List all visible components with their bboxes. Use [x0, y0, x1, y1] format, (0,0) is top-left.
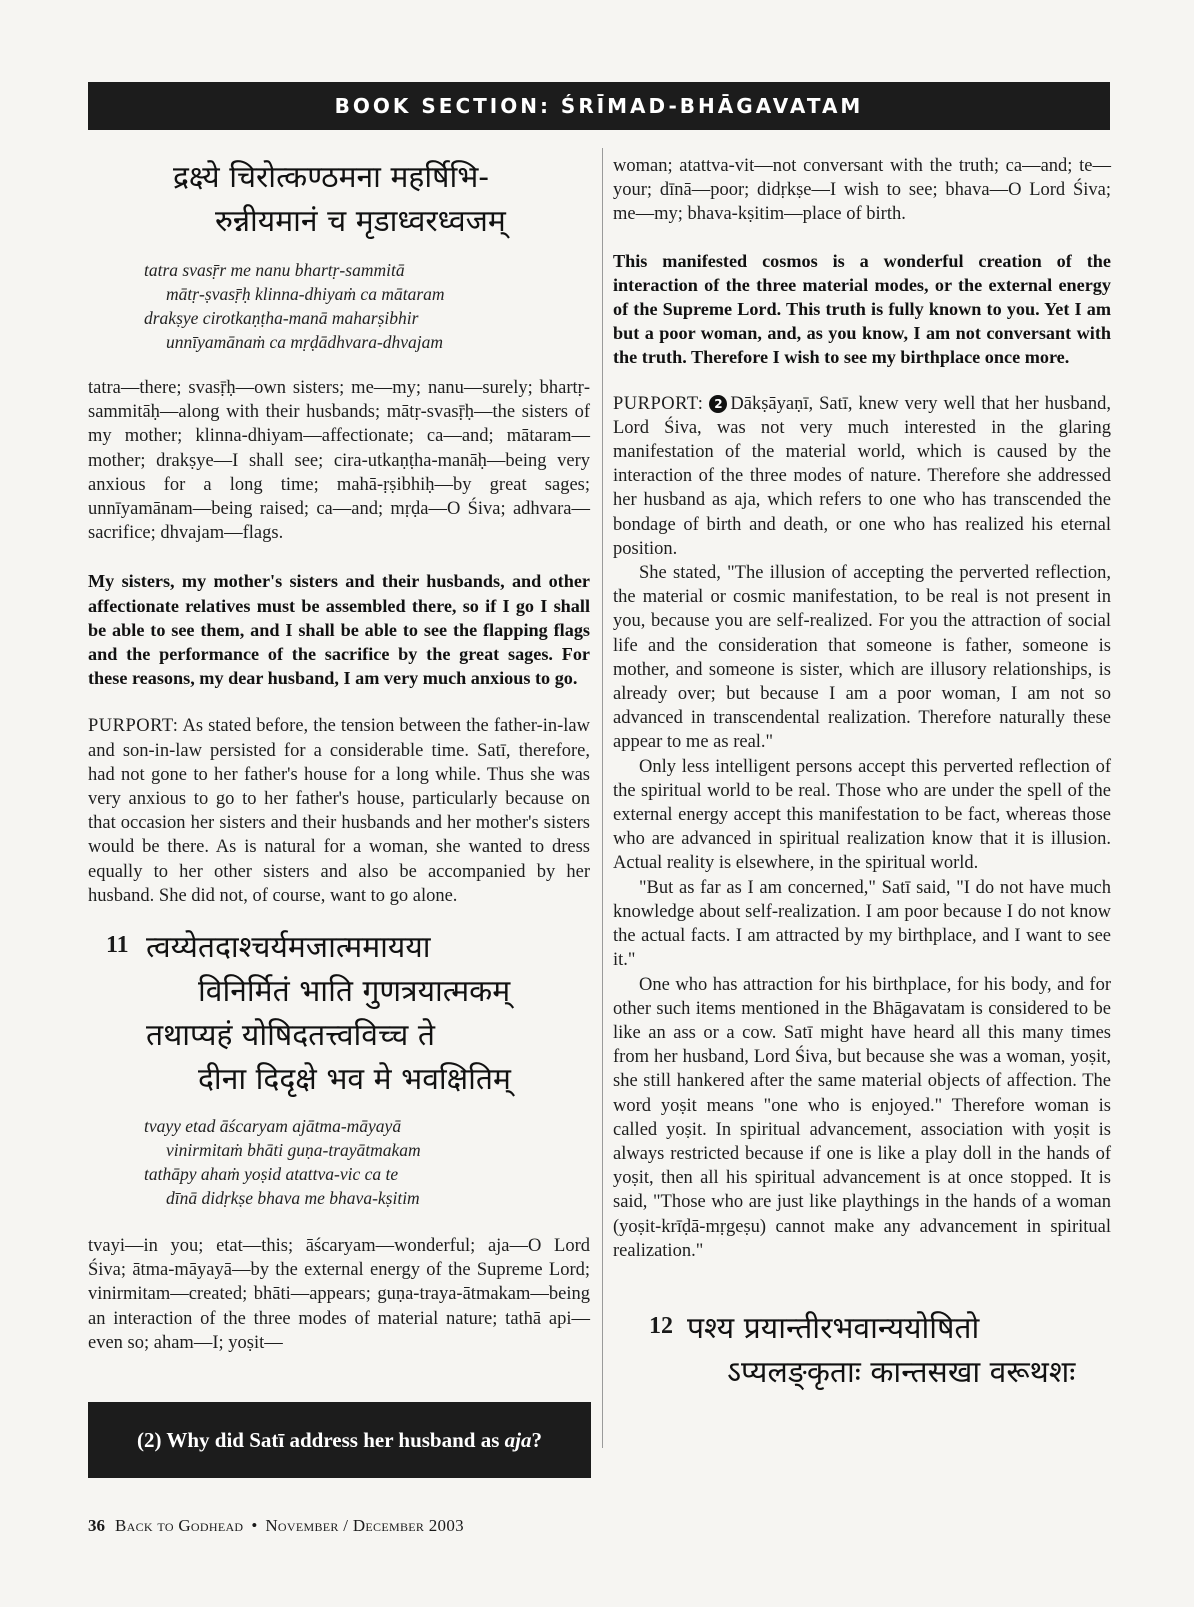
devanagari-line: दीना दिदृक्षे भव मे भवक्षितिम्	[198, 1062, 511, 1098]
purport-paragraph: She stated, "The illusion of accepting the perverted reflection, the material or cosmic manifestation, to be real is not present in you, because you are self-realized. For you the attraction of social life and the consideration that someone is father, someone is mother, and someone is sister, which are illusory relationships, is already over; but because I am a poor woman, I am not so advanced in transcendental realization. Therefore naturally these appear to me as real."	[613, 563, 1111, 753]
translit-line: mātṛ-ṣvasṝḥ klinna-dhiyaṁ ca mātaram	[166, 284, 445, 304]
translit-line: tatra svasṝr me nanu bhartṛ-sammitā	[144, 260, 405, 280]
verse11-synonyms-left	[88, 1234, 590, 1355]
section-header-bar	[88, 82, 1110, 130]
purport-label: PURPORT:	[613, 393, 704, 414]
question-prefix: (2) Why did Satī address her husband as	[137, 1427, 505, 1452]
verse11-transliteration	[88, 1114, 590, 1210]
verse11-devanagari	[88, 926, 590, 1102]
question-text	[137, 1428, 542, 1453]
verse10-devanagari	[88, 156, 590, 244]
purport-text: Dākṣāyaṇī, Satī, knew very well that her husband, Lord Śiva, was not very much interested in the glaring manifestation of the material world, which is caused by the interaction of the three modes of nature. Therefore she addressed her husband as aja, which refers to one who has transcended the bondage of birth and death, or one who has realized his eternal position.	[613, 393, 1112, 559]
verse11-translation: This manifested cosmos is a wonderful creation of the interaction of the three material modes, or the external energy of the Supreme Lord. This truth is fully known to you. Yet I am but a poor woman, and, as you know, I am not conversant with the truth. Therefore I wish to see my birthplace once more.	[613, 250, 1111, 368]
translit-line: tathāpy ahaṁ yoṣid atattva-vic ca te	[144, 1164, 399, 1185]
left-column	[88, 148, 590, 1355]
verse10-translation: My sisters, my mother's sisters and their husbands, and other affectionate relatives must be assembled there, so if I go I shall be able to see them, and I shall be able to see the flapping flags and the performance of the sacrifice by the great sages. For these reasons, my dear husband, I am very much anxious to go.	[88, 571, 590, 689]
synonyms-paragraph: tvayi—in you; etat—this; āścaryam—wonderful; aja—O Lord Śiva; ātma-māyayā—by the external energy of the Supreme Lord; vinirmitam—created; bhāti—appears; guṇa-traya-ātmakam—being an interaction of the three modes of material nature; tathā api—even so; aham—I; yoṣit—	[88, 1236, 590, 1353]
magazine-title: Back to Godhead	[115, 1516, 244, 1535]
devanagari-line: द्रक्ष्ये चिरोत्कण्ठमना महर्षिभि-	[173, 160, 490, 195]
purport-label: PURPORT:	[88, 716, 179, 737]
issue-date: November / December 2003	[265, 1516, 464, 1535]
question-suffix: ?	[531, 1427, 542, 1452]
translit-line: drakṣye cirotkaṇṭha-manā maharṣibhir	[144, 308, 419, 328]
page-number: 36	[88, 1516, 105, 1535]
translit-line: unnīyamānaṁ ca mṛḍādhvara-dhvajam	[166, 332, 444, 352]
verse10-synonyms	[88, 376, 590, 545]
study-question-box	[88, 1402, 591, 1478]
devanagari-line: तथाप्यहं योषिदतत्त्वविच्च ते	[146, 1018, 435, 1054]
devanagari-line: पश्य प्रयान्तीरभवान्ययोषितो	[687, 1310, 980, 1346]
translit-line: dīnā didṛkṣe bhava me bhava-kṣitim	[166, 1188, 420, 1209]
verse12-devanagari-block	[613, 1307, 1111, 1395]
verse-number: 12	[649, 1312, 673, 1339]
purport-paragraph: Only less intelligent persons accept this perverted reflection of the spiritual world to be real. Those who are under the spell of the external energy accept this manifestation to be fact, whereas those who are advanced in spiritual realization know that it is illusion. Actual reality is elsewhere, in the spiritual world.	[613, 756, 1111, 874]
purport-text: As stated before, the tension between the father-in-law and son-in-law persisted for a considerable time. Satī, therefore, had not gone to her father's house for a long while. Thus she was very anxious to go to her father's house, particularly because on that occasion her sisters and their husbands and her mother's sisters would be there. As is natural for a woman, she wanted to dress equally to her other sisters and also be accompanied by her husband. She did not, of course, want to go alone.	[88, 716, 591, 906]
verse10-purport	[88, 714, 590, 908]
question-marker-badge: 2	[709, 395, 727, 413]
section-title: BOOK SECTION: ŚRĪMAD-BHĀGAVATAM	[334, 94, 864, 118]
translit-line: vinirmitaṁ bhāti guṇa-trayātmakam	[166, 1140, 421, 1161]
purport-paragraph: "But as far as I am concerned," Satī said, "I do not have much knowledge about self-realization. I am poor because I do not know the actual facts. I am attracted by my birthplace, and I want to see it."	[613, 877, 1111, 971]
column-divider	[602, 148, 603, 1448]
question-italic: aja	[504, 1427, 532, 1452]
verse-number: 11	[106, 932, 129, 959]
page-footer	[88, 1516, 464, 1536]
devanagari-line: विनिर्मितं भाति गुणत्रयात्मकम्	[198, 974, 511, 1010]
verse10-transliteration	[88, 258, 590, 354]
verse11-devanagari-block	[88, 926, 590, 1102]
verse11-purport	[613, 392, 1111, 1263]
translit-line: tvayy etad āścaryam ajātma-māyayā	[144, 1116, 402, 1137]
verse12-devanagari	[613, 1307, 1111, 1395]
devanagari-line: ऽप्यलङ्कृताः कान्तसखा वरूथशः	[727, 1354, 1076, 1390]
synonyms-paragraph: tatra—there; svasṝḥ—own sisters; me—my; nanu—surely; bhartṛ-sammitāḥ—along with their husbands; mātṛ-svasṝḥ—the sisters of my mother; klinna-dhiyam—affectionate; ca—and; mātaram—mother; drakṣye—I shall see; cira-utkaṇṭha-manāḥ—being very anxious for a long time; mahā-ṛṣibhiḥ—by great sages; unnīyamānam—being raised; ca—and; mṛḍa—O Śiva; adhvara—sacrifice; dhvajam—flags.	[88, 378, 590, 544]
synonyms-paragraph: woman; atattva-vit—not conversant with the truth; ca—and; te—your; dīnā—poor; didṛkṣe—I wish to see; bhava—O Lord Śiva; me—my; bhava-kṣitim—place of birth.	[613, 156, 1111, 225]
verse11-synonyms-right	[613, 154, 1111, 227]
devanagari-line: त्वय्येतदाश्चर्यमजात्ममायया	[146, 930, 431, 966]
right-column	[613, 154, 1111, 1395]
purport-paragraph: One who has attraction for his birthplace, for his body, and for other such items mentioned in the Bhāgavatam is considered to be like an ass or a cow. Satī might have heard all this many times from her husband, Lord Śiva, but because she was a woman, yoṣit, she still hankered after the same material objects of affection. The word yoṣit means "one who is enjoyed." Therefore woman is called yoṣit. In spiritual advancement, association with yoṣit is always restricted because if one is like a play doll in the hands of yoṣit, then all his spiritual advancement is at once stopped. It is said, "Those who are just like playthings in the hands of a woman (yoṣit-krīḍā-mṛgeṣu) cannot make any advancement in spiritual realization."	[613, 974, 1111, 1261]
devanagari-line: रुन्नीयमानं च मृडाध्वरध्वजम्	[215, 204, 506, 239]
footer-separator: •	[251, 1516, 258, 1535]
